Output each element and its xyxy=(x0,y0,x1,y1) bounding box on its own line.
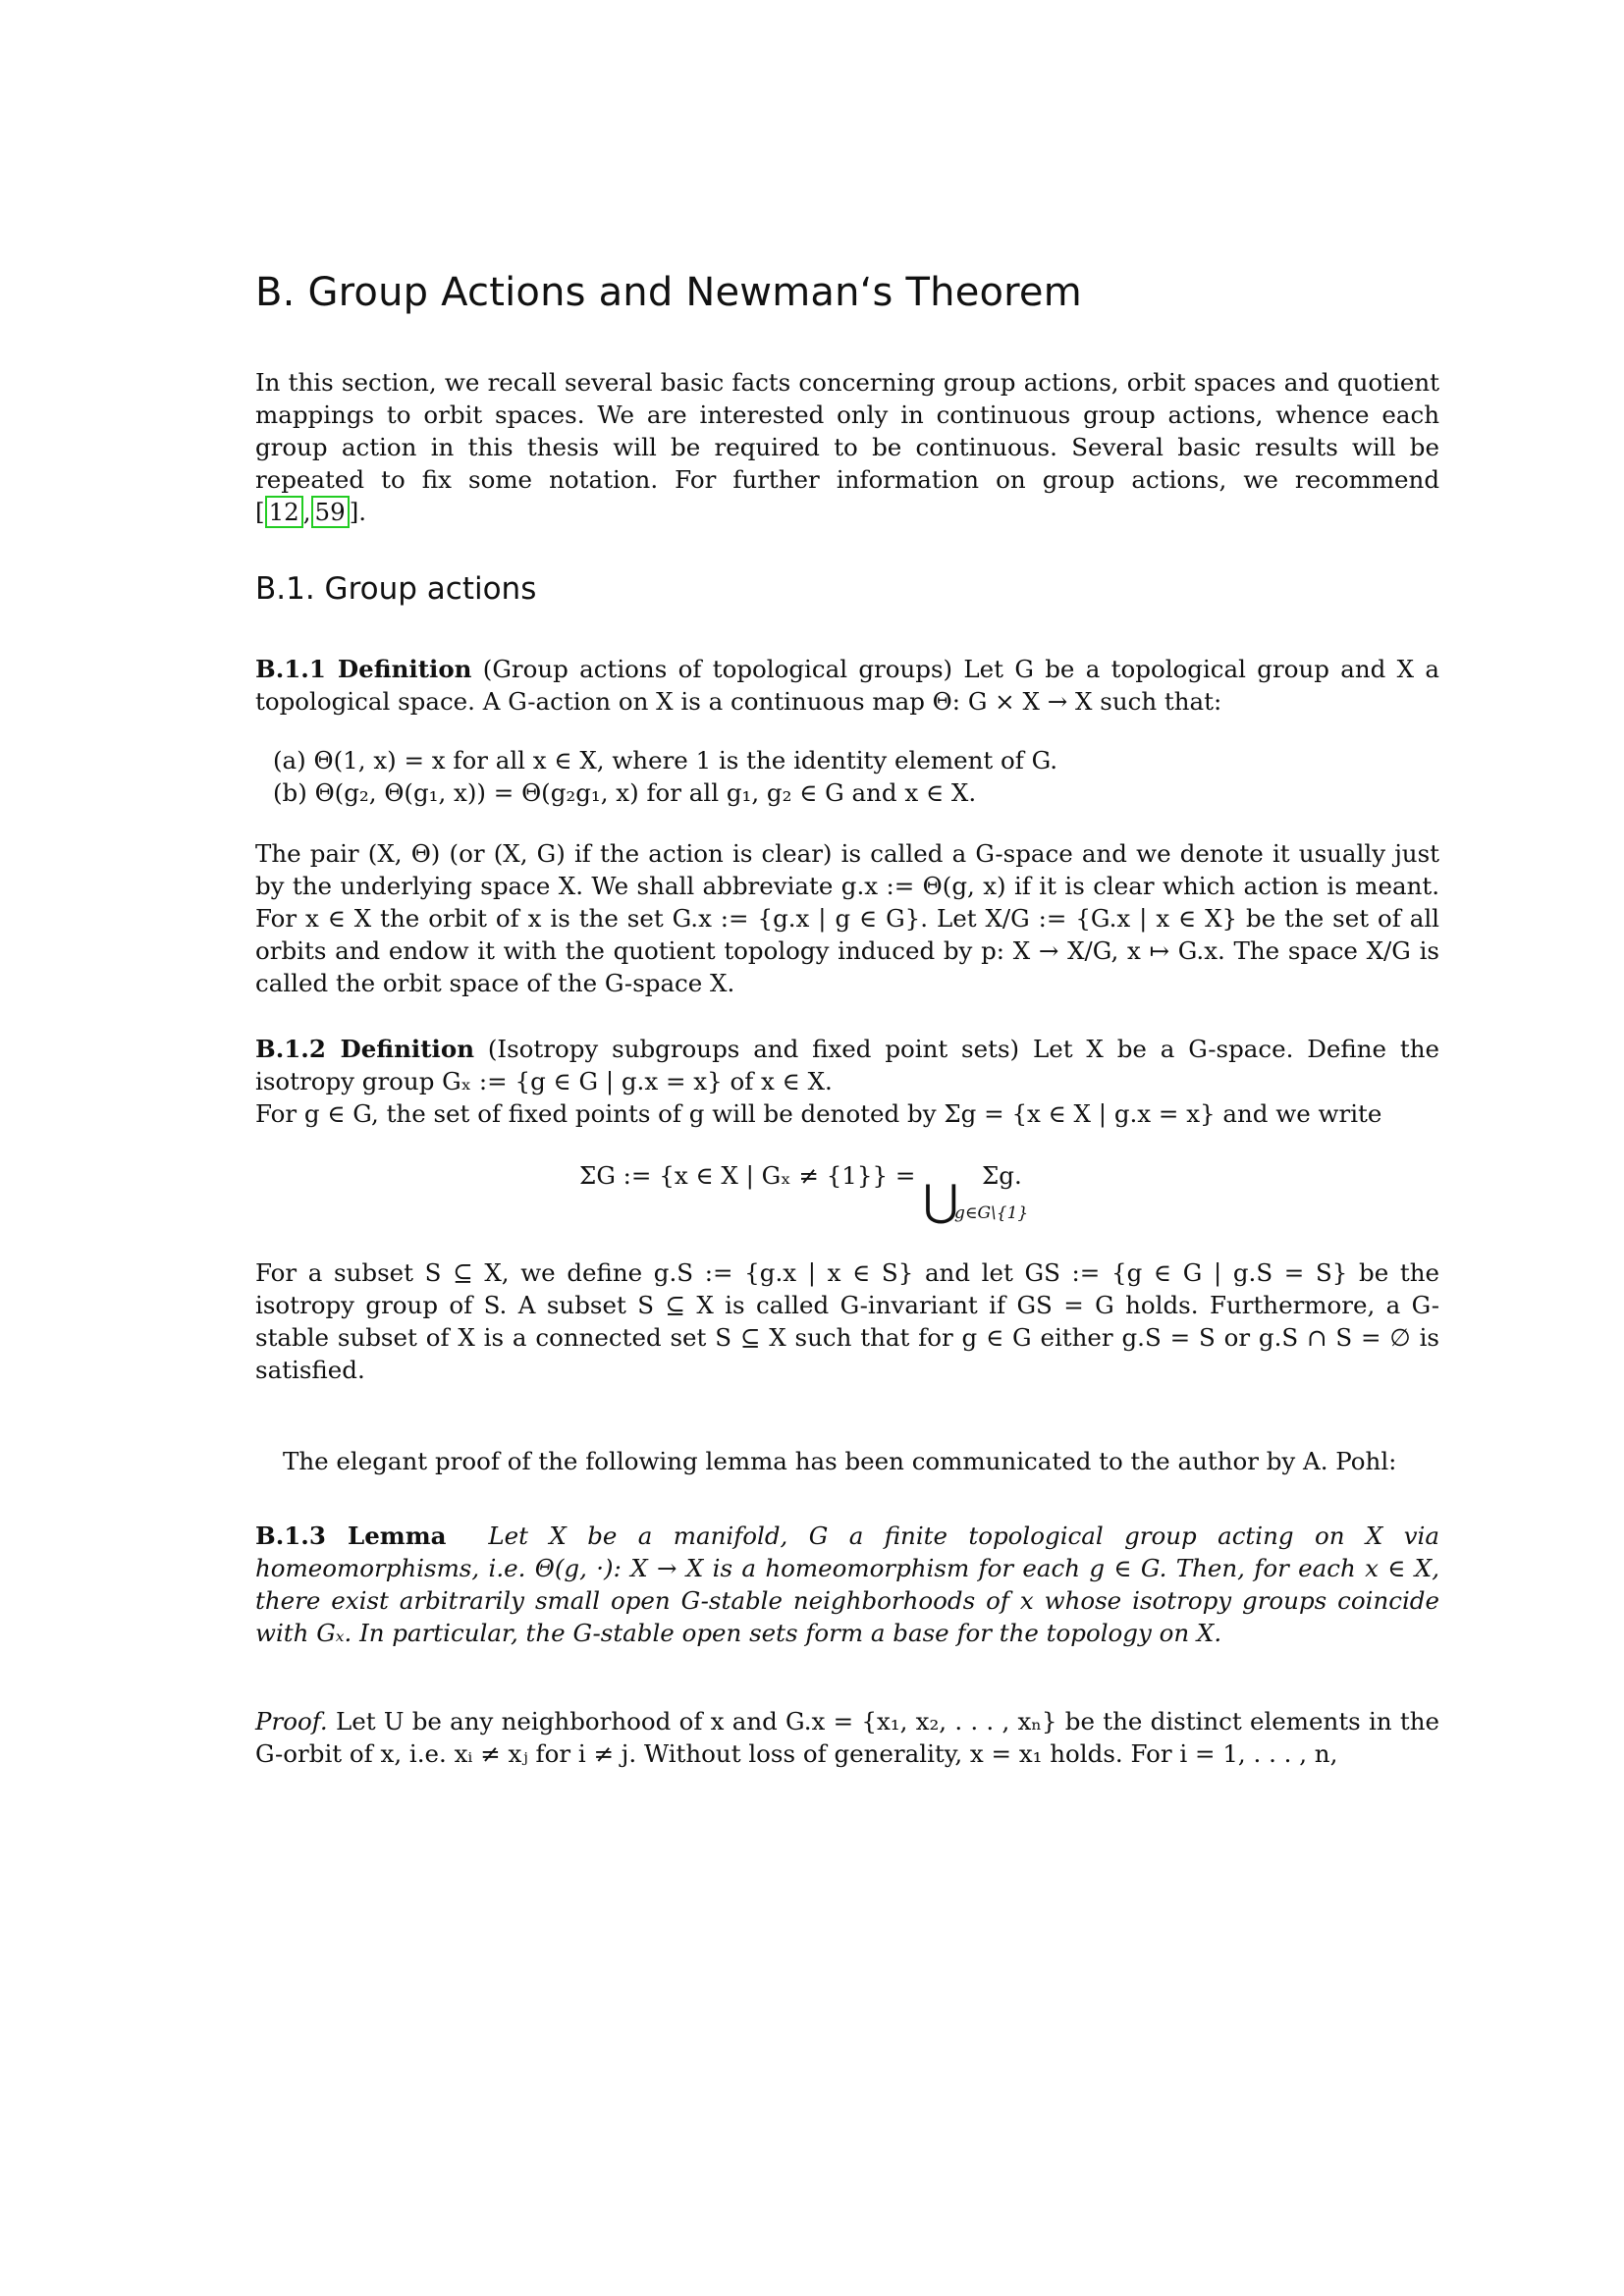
def2-after: For a subset S ⊆ X, we define g.S := {g.x | x ∈ S} and let GS := {g ∈ G | g.S = S} be the isotropy group of S. A subset S ⊆ X is called G-invariant if GS = G holds. Furthermore, a G-stable subset of X is a connected set S ⊆ X such that for g ∈ G either g.S = S or g.S ∩ S = ∅ is satisfied. xyxy=(255,1258,1439,1384)
intro-text: In this section, we recall several basic facts concerning group actions, orbit spaces and quotient mappings to orbit spaces. We are interested only in continuous group actions, whence each group action in this thesis will be required to be continuous. Several basic results will be repeated to fix some notation. For further information on group actions, we recommend xyxy=(255,368,1439,494)
definition-2-body xyxy=(255,1256,1439,1386)
definition-2 xyxy=(255,1033,1439,1130)
definition-1-body xyxy=(255,837,1439,999)
equation-subscript: g∈G\{1} xyxy=(954,1203,1029,1223)
lemma-label: B.1.3 Lemma xyxy=(255,1522,447,1550)
def2-line2: For g ∈ G, the set of fixed points of g will be denoted by Σg = {x ∈ X | g.x = x} and we write xyxy=(255,1099,1382,1128)
def1-label: B.1.1 Definition xyxy=(255,655,472,683)
citation-12[interactable]: 12 xyxy=(265,496,303,528)
lemma xyxy=(255,1520,1439,1649)
def1-after: The pair (X, Θ) (or (X, G) if the action is clear) is called a G-space and we denote it usually just by the underlying space X. We shall abbreviate g.x := Θ(g, x) if it is clear which action is meant. For x ∈ X the orbit of x is the set G.x := {g.x | g ∈ G}. Let X/G := {G.x | x ∈ X} be the set of all orbits and endow it with the quotient topology induced by p: X → X/G, x ↦ G.x. The space X/G is called the orbit space of the G-space X. xyxy=(255,839,1439,997)
def2-text: (Isotropy subgroups and fixed point sets) Let X be a G-space. Define the isotropy group Gₓ := {g ∈ G | g.x = x} of x ∈ X. xyxy=(255,1035,1440,1095)
def2-label: B.1.2 Definition xyxy=(255,1035,475,1063)
proof-label: Proof. xyxy=(255,1707,328,1735)
intro-paragraph: In this section, we recall several basic facts concerning group actions, orbit spaces and quotient mappings to orbit spaces. We are interested only in continuous group actions, whence each group action in this thesis will be required to be continuous. Several basic results will be repeated to fix some notation. For further information on group actions, we recommend [ 12 , 59 ]. xyxy=(255,368,1439,526)
display-equation xyxy=(255,1156,1439,1235)
definition-1 xyxy=(255,653,1439,718)
equation-right: Σg. xyxy=(981,1161,1022,1190)
citation-59[interactable]: 59 xyxy=(311,496,350,528)
def1-item-a: (a) Θ(1, x) = x for all x ∈ X, where 1 is the identity element of G. xyxy=(273,746,1058,774)
intro-end: . xyxy=(358,498,367,526)
proof xyxy=(255,1705,1439,1770)
chapter-title: B. Group Actions and Newman‘s Theorem xyxy=(255,270,1082,315)
def1-item-b: (b) Θ(g₂, Θ(g₁, x)) = Θ(g₂g₁, x) for all g₁, g₂ ∈ G and x ∈ X. xyxy=(273,778,977,807)
bigcup-symbol: ⋃ xyxy=(923,1176,959,1226)
proof-text: Let U be any neighborhood of x and G.x = {x₁, x₂, . . . , xₙ} be the distinct elements in the G-orbit of x, i.e. xᵢ ≠ xⱼ for i ≠ j. Without loss of generality, x = x₁ holds. For i = 1, . . . , n, xyxy=(255,1707,1439,1768)
equation-left: ΣG := {x ∈ X | Gₓ ≠ {1}} = xyxy=(579,1161,924,1190)
definition-1-items xyxy=(255,744,1439,809)
lemma-text: Let X be a manifold, G a finite topological group acting on X via homeomorphisms, i.e. Θ(g, ·): X → X is a homeomorphism for each g ∈ G. Then, for each x ∈ X, there exist arbitrarily small open G-stable neighborhoods of x whose isotropy groups coincide with Gₓ. In particular, the G-stable open sets form a base for the topology on X. xyxy=(255,1522,1440,1647)
remark-text: The elegant proof of the following lemma has been communicated to the author by A. Pohl: xyxy=(283,1447,1397,1475)
section-title: B.1. Group actions xyxy=(255,571,537,607)
def1-text: (Group actions of topological groups) Let G be a topological group and X a topological space. A G-action on X is a continuous map Θ: G × X → X such that: xyxy=(255,655,1439,716)
remark-paragraph xyxy=(255,1445,1439,1477)
